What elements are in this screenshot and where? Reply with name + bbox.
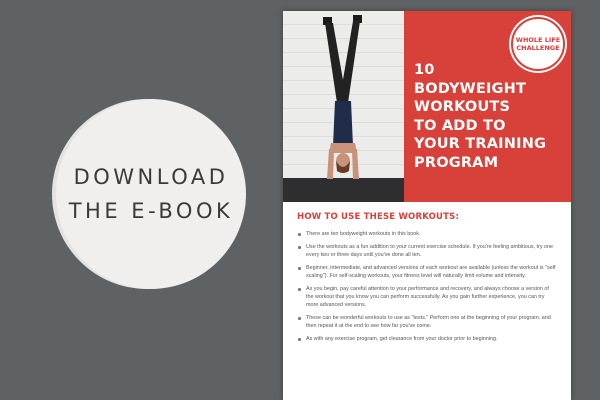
list-item: Beginner, intermediate, and advanced versions of each workout are available (unless the workout is "self scaling"). For self-scaling workouts, your fitness level will naturally limit volume and intensity.	[297, 264, 557, 280]
cover-title-panel	[404, 11, 571, 202]
ebook-title: 10 BODYWEIGHT WORKOUTS TO ADD TO YOUR TRAINING PROGRAM	[414, 62, 547, 171]
cta-line-2: THE E-BOOK	[68, 199, 234, 223]
list-item: As with any exercise program, get clearance from your doctor prior to beginning.	[297, 335, 557, 343]
list-item: Use the workouts as a fun addition to your current exercise schedule. If you're feeling ambitious, try one every two or three days until you've done all ten.	[297, 243, 557, 259]
list-item: As you begin, pay careful attention to your performance and recovery, and always choose a version of the workout that you know you can perform successfully. As you gain further experience, you can try more advanced versions.	[297, 285, 557, 309]
logo-line-2: CHALLENGE	[516, 44, 560, 52]
section-title: HOW TO USE THESE WORKOUTS:	[297, 212, 460, 222]
bullet-list	[297, 230, 557, 343]
handstand-photo	[283, 11, 404, 202]
cta-line-1: DOWNLOAD	[73, 165, 229, 189]
logo-line-1: WHOLE LIFE	[515, 36, 561, 44]
handstand-figure	[283, 11, 404, 202]
download-ebook-button[interactable]	[56, 99, 246, 289]
list-item: These can be wonderful workouts to use as "tests." Perform one at the beginning of your program, and then repeat it at the end to see how far you've come.	[297, 314, 557, 330]
ebook-body	[283, 202, 571, 343]
whole-life-challenge-logo	[511, 17, 565, 71]
ebook-cover-top	[283, 11, 571, 202]
list-item: There are ten bodyweight workouts in this book.	[297, 230, 557, 238]
ebook-cover-preview	[283, 11, 571, 400]
